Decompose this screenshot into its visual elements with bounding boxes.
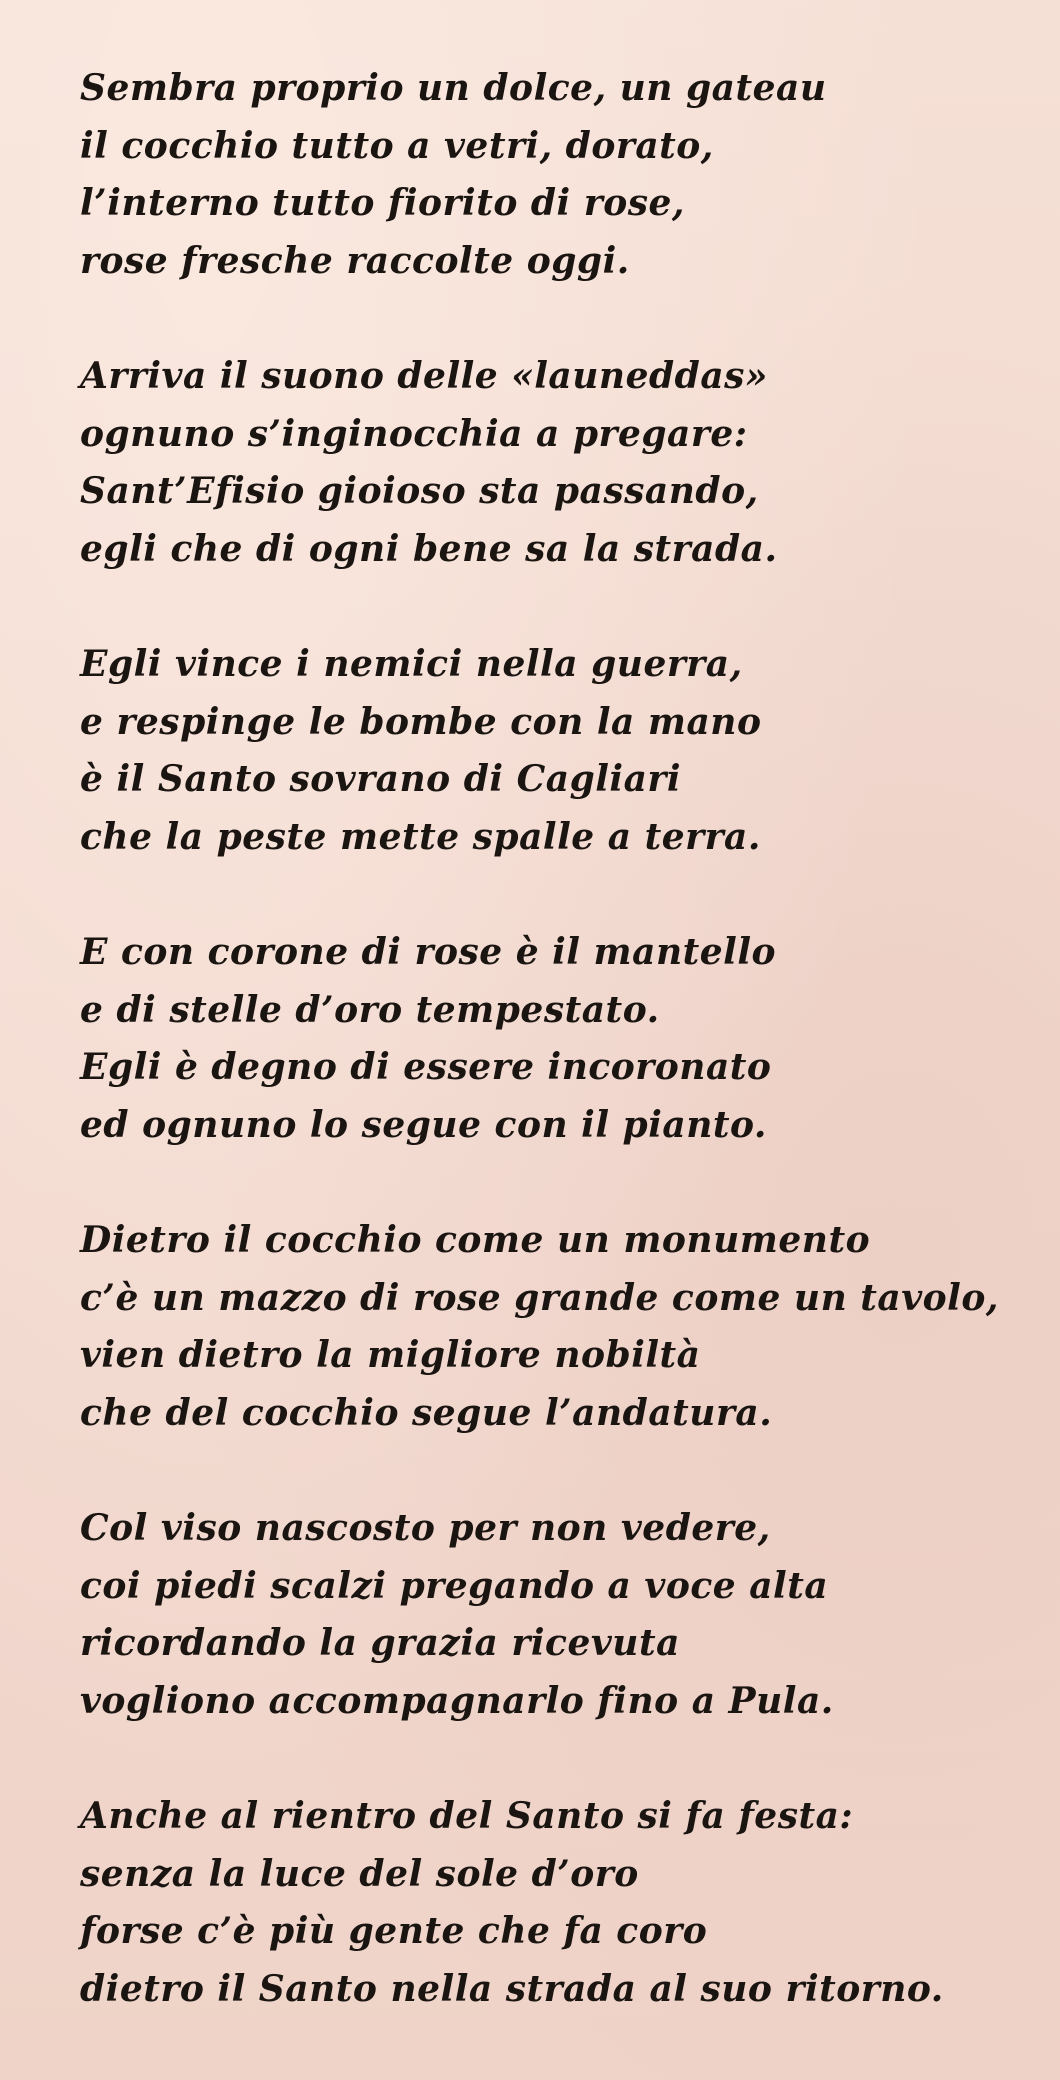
poem-line: e di stelle d’oro tempestato. [80,988,660,1031]
poem-line: Sant’Efisio gioioso sta passando, [80,470,759,512]
poem-line: Dietro il cocchio come un monumento [80,1219,871,1261]
poem-line: vien dietro la migliore nobiltà [80,1334,701,1376]
stanza-7 [80,1788,1050,2018]
poem-line: rose fresche raccolte oggi. [80,239,630,282]
stanza-3 [80,636,1050,866]
poem-line: Anche al rientro del Santo si fa festa: [80,1795,854,1837]
poem-line: che la peste mette spalle a terra. [80,815,761,858]
poem-line: Egli è degno di essere incoronato [80,1046,772,1088]
poem-line: è il Santo sovrano di Cagliari [80,758,682,800]
poem-line: vogliono accompagnarlo fino a Pula. [80,1679,834,1722]
poem-line: Egli vince i nemici nella guerra, [80,643,743,685]
poem-line: forse c’è più gente che fa coro [80,1910,708,1952]
poem [80,60,1050,2076]
poem-line: coi piedi scalzi pregando a voce alta [80,1564,829,1607]
stanza-5 [80,1212,1050,1442]
stanza-6 [80,1500,1050,1730]
poem-line: ognuno s’inginocchia a pregare: [80,412,748,455]
poem-line: c’è un mazzo di rose grande come un tavolo, [80,1276,999,1319]
poem-line: ricordando la grazia ricevuta [80,1622,680,1664]
stanza-2 [80,348,1050,578]
stanza-1 [80,60,1050,290]
poem-line: il cocchio tutto a vetri, dorato, [80,124,714,167]
poem-line: dietro il Santo nella strada al suo ritorno. [80,1967,944,2010]
poem-line: Sembra proprio un dolce, un gateau [80,67,827,109]
poem-line: Arriva il suono delle «launeddas» [80,355,768,397]
poem-line: che del cocchio segue l’andatura. [80,1391,773,1434]
poem-line: senza la luce del sole d’oro [80,1852,639,1895]
poem-line: Col viso nascosto per non vedere, [80,1507,771,1549]
poem-line: l’interno tutto fiorito di rose, [80,182,685,224]
poem-line: E con corone di rose è il mantello [80,931,777,973]
poem-line: egli che di ogni bene sa la strada. [80,527,778,570]
poem-line: ed ognuno lo segue con il pianto. [80,1103,767,1146]
stanza-4 [80,924,1050,1154]
poem-line: e respinge le bombe con la mano [80,700,762,743]
